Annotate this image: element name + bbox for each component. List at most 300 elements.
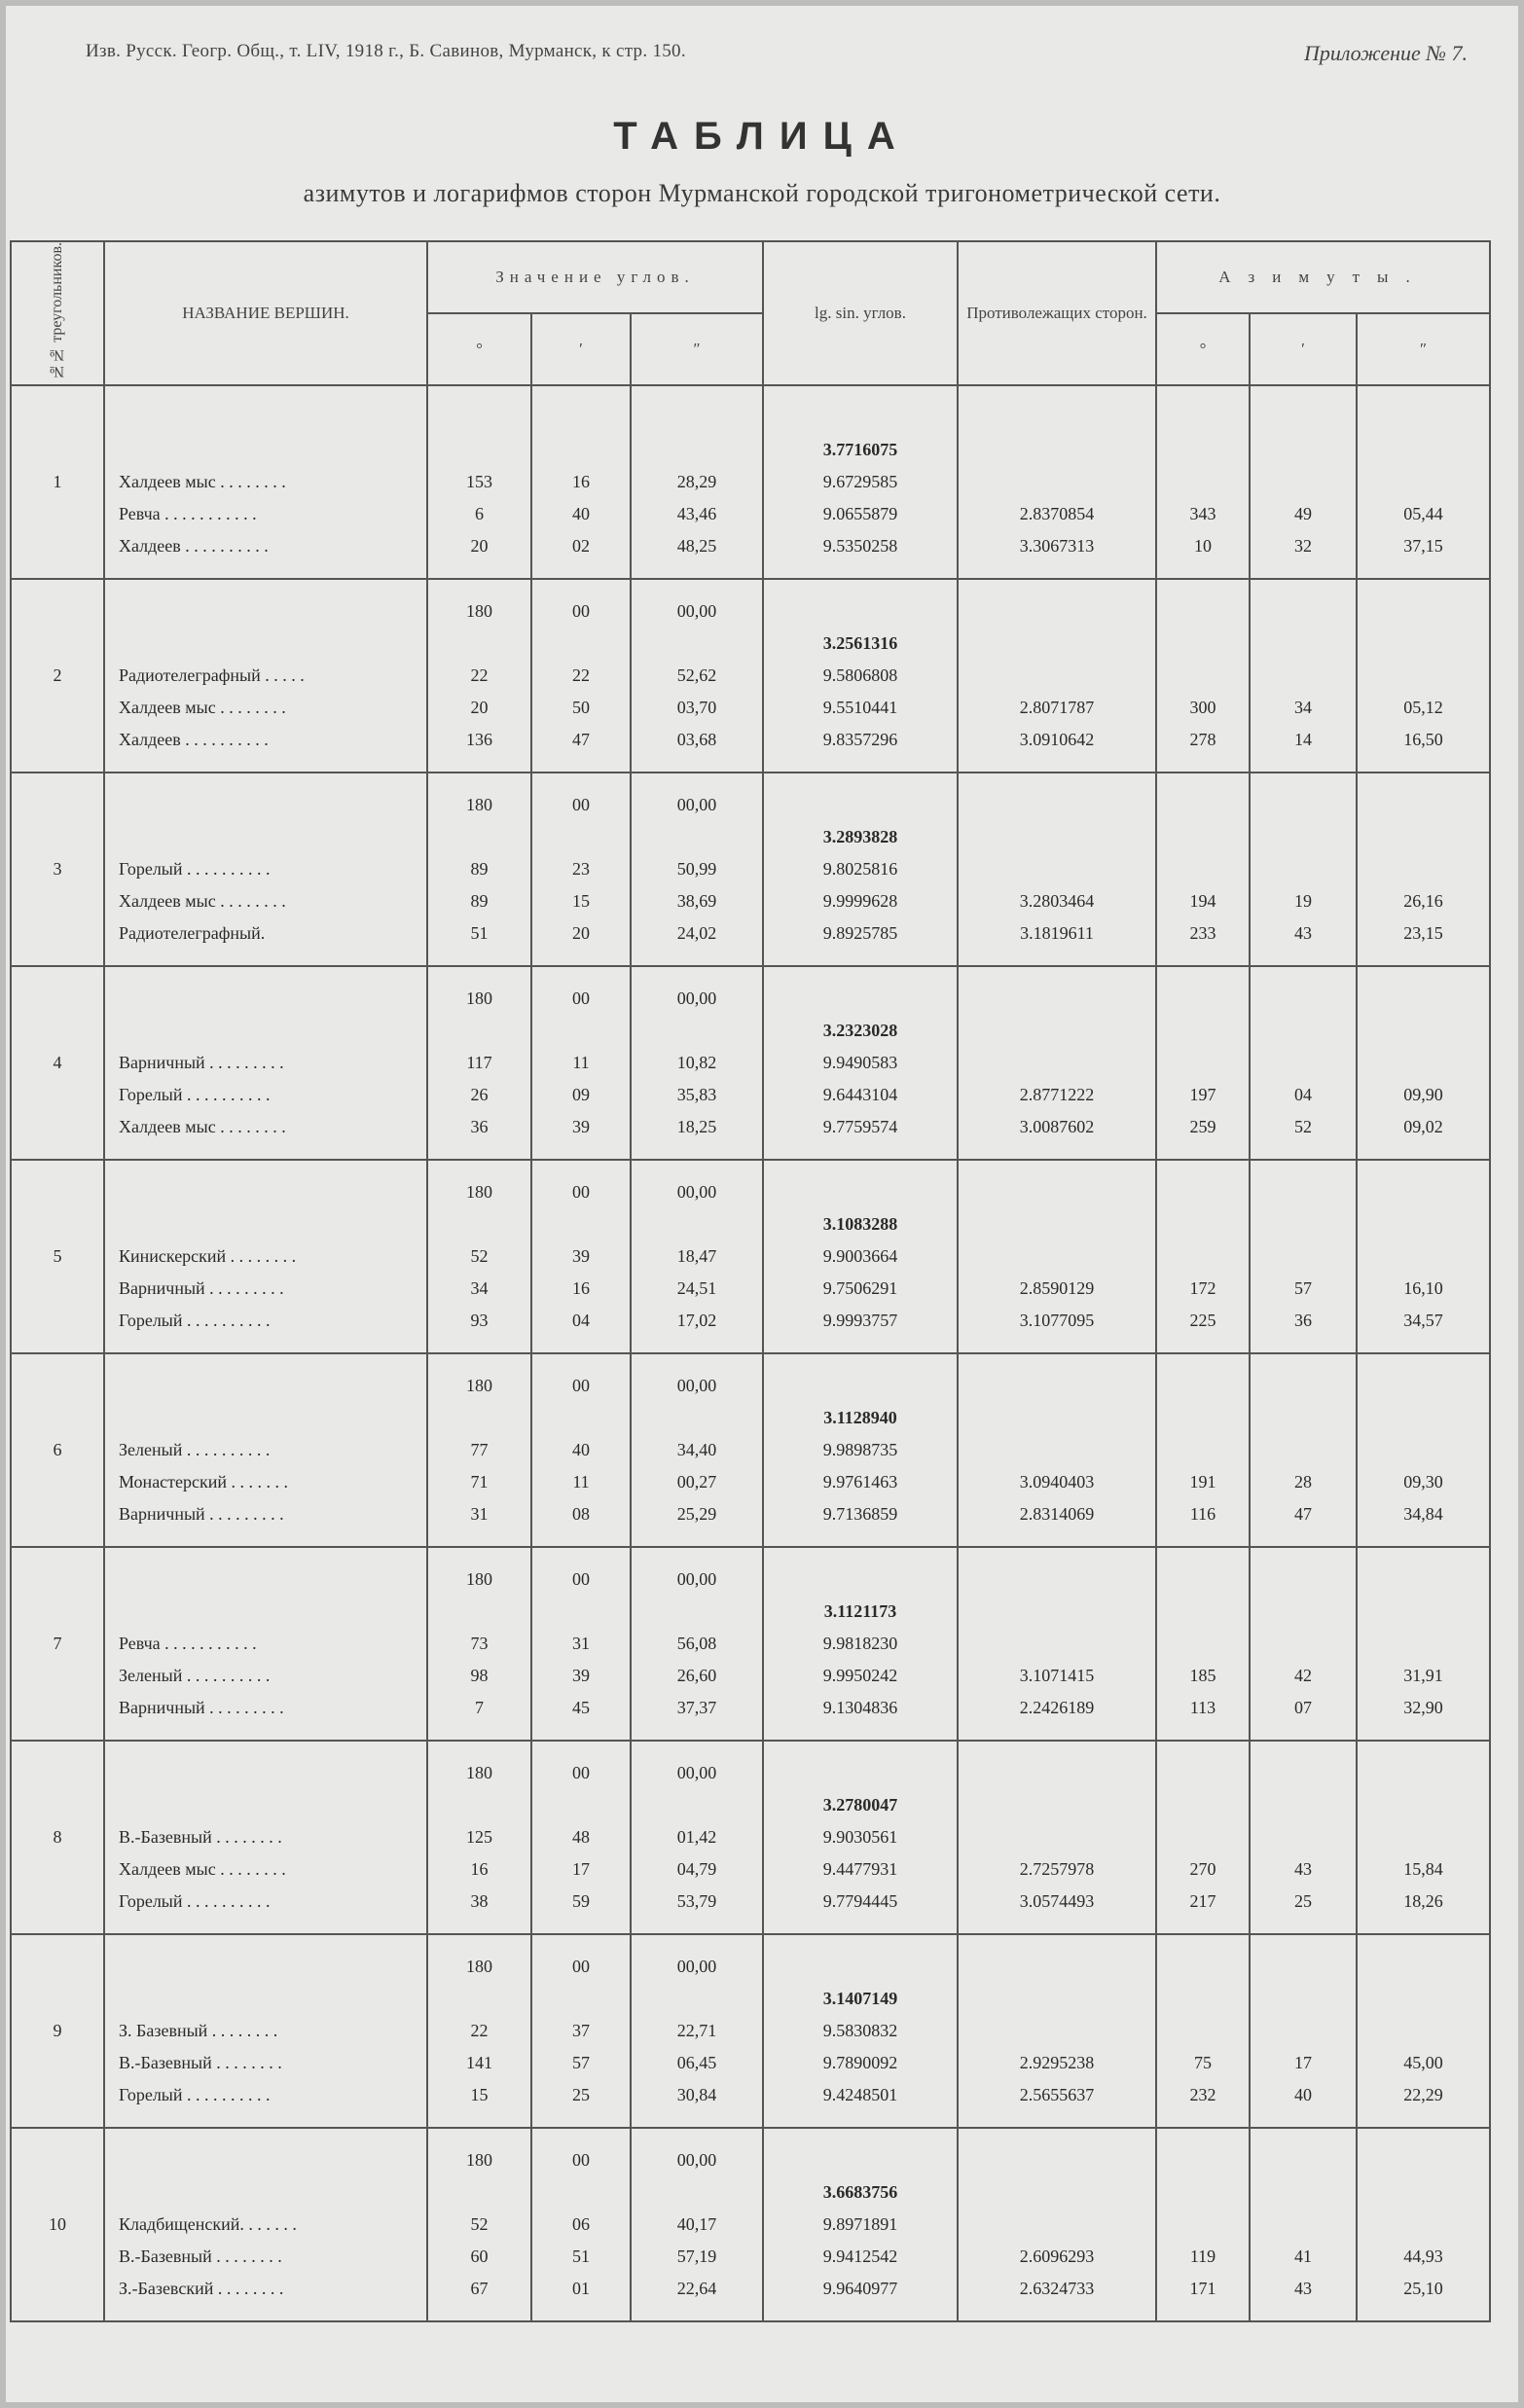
angle-value-min: 48 (572, 1826, 590, 1847)
lgsin-value: 9.9003664 (822, 1245, 898, 1266)
angle-value-min: 23 (572, 858, 590, 879)
angle-deg (427, 579, 531, 773)
spacer-line (1251, 628, 1356, 660)
spacer-line (119, 1983, 426, 2015)
angle-value-deg: 6 (475, 503, 484, 523)
angle-value-sec: 18,47 (676, 1245, 717, 1266)
col-header-az-min: ′ (1250, 313, 1357, 385)
angle-sum-sec: 00,00 (676, 988, 717, 1008)
angle-sum-deg: 180 (466, 600, 492, 621)
vertex-names (104, 2128, 427, 2321)
azimuth-min (1250, 773, 1357, 966)
azimuth-deg (1156, 2128, 1250, 2321)
opposite-sides (958, 1160, 1156, 1353)
spacer-line (632, 821, 762, 853)
lgsin-base: 3.1083288 (822, 1213, 898, 1234)
azimuth-value-deg (1157, 1434, 1249, 1466)
spacer-line (764, 789, 957, 821)
vertex-name: Халдеев мыс . . . . . . . . (119, 471, 286, 491)
lgsin-values (763, 579, 958, 773)
spacer-line (532, 1208, 630, 1240)
spacer-line (764, 595, 957, 628)
spacer-line (119, 1757, 426, 1789)
azimuth-value-deg: 116 (1189, 1503, 1216, 1524)
azimuth-value-deg: 113 (1189, 1697, 1216, 1717)
angle-value-min: 47 (572, 729, 590, 749)
spacer-line (959, 1176, 1155, 1208)
spacer-line (1358, 1757, 1489, 1789)
spacer-line (1157, 1370, 1249, 1402)
col-header-angle-min: ′ (531, 313, 631, 385)
lgsin-value: 9.1304836 (822, 1697, 898, 1717)
azimuth-value-deg (1157, 1240, 1249, 1273)
spacer-line (428, 434, 530, 466)
opposite-side-log: 2.9295238 (1019, 2052, 1095, 2072)
angle-sum-deg: 180 (466, 1956, 492, 1976)
spacer-line (959, 1208, 1155, 1240)
triangle-row (11, 2128, 1490, 2321)
angle-sum-deg: 180 (466, 1762, 492, 1782)
azimuth-value-sec: 34,57 (1403, 1310, 1443, 1330)
lgsin-value: 9.9761463 (822, 1471, 898, 1492)
spacer-line (764, 2144, 957, 2176)
spacer-line (1358, 1370, 1489, 1402)
spacer-line (119, 1402, 426, 1434)
spacer-line (1358, 434, 1489, 466)
spacer-line (1358, 1015, 1489, 1047)
azimuth-value-sec: 37,15 (1403, 535, 1443, 556)
vertex-name: З.-Базевский . . . . . . . . (119, 2278, 284, 2298)
spacer-line (532, 1015, 630, 1047)
spacer-line (1251, 1015, 1356, 1047)
spacer-line (1157, 1951, 1249, 1983)
vertex-name: Халдеев мыс . . . . . . . . (119, 1858, 286, 1879)
spacer-line (1251, 1983, 1356, 2015)
azimuth-value-sec: 45,00 (1403, 2052, 1443, 2072)
spacer-line (1157, 821, 1249, 853)
triangle-number: 2 (11, 579, 104, 773)
angle-value-deg: 7 (475, 1697, 484, 1717)
azimuth-value-sec (1358, 853, 1489, 885)
angle-sum-min: 00 (572, 2149, 590, 2170)
vertex-name: Зеленый . . . . . . . . . . (119, 1439, 271, 1459)
azimuth-sec (1357, 1160, 1490, 1353)
spacer-line (1251, 1951, 1356, 1983)
spacer-line (1157, 1015, 1249, 1047)
azimuth-value-min: 25 (1294, 1890, 1312, 1911)
spacer-line (119, 1789, 426, 1821)
opposite-side-log: 3.1071415 (1019, 1665, 1095, 1685)
lgsin-values (763, 773, 958, 966)
angle-value-min: 59 (572, 1890, 590, 1911)
opposite-side-log: 2.6096293 (1019, 2246, 1095, 2266)
angle-value-min: 39 (572, 1665, 590, 1685)
spacer-line (959, 1789, 1155, 1821)
azimuth-value-sec (1358, 2209, 1489, 2241)
azimuth-deg (1156, 385, 1250, 579)
spacer-line (1157, 1596, 1249, 1628)
azimuth-sec (1357, 1547, 1490, 1741)
angle-value-deg: 125 (466, 1826, 492, 1847)
angle-sum-sec: 00,00 (676, 600, 717, 621)
opposite-side-log: 3.1819611 (1020, 922, 1094, 943)
angle-sec (631, 1353, 763, 1547)
azimuth-value-min: 34 (1294, 697, 1312, 717)
angle-sec (631, 1160, 763, 1353)
azimuth-min (1250, 1934, 1357, 2128)
opposite-side-log: 3.0910642 (1019, 729, 1095, 749)
opposite-side-log (959, 1434, 1155, 1466)
azimuth-value-min: 57 (1294, 1277, 1312, 1298)
angle-value-deg: 98 (470, 1665, 489, 1685)
spacer-line (119, 402, 426, 434)
azimuth-value-deg: 194 (1189, 890, 1216, 911)
azimuth-sec (1357, 385, 1490, 579)
angle-value-min: 40 (572, 1439, 590, 1459)
lgsin-value: 9.5830832 (822, 2020, 898, 2040)
spacer-line (1157, 1757, 1249, 1789)
lgsin-base: 3.2561316 (822, 632, 898, 653)
azimuth-value-deg: 10 (1194, 535, 1212, 556)
vertex-name: В.-Базевный . . . . . . . . (119, 2052, 282, 2072)
angle-sec (631, 966, 763, 1160)
spacer-line (1157, 1176, 1249, 1208)
spacer-line (119, 1015, 426, 1047)
lgsin-value: 9.7794445 (822, 1890, 898, 1911)
spacer-line (959, 1983, 1155, 2015)
page-subtitle: азимутов и логарифмов сторон Мурманской городской тригонометрической сети. (303, 179, 1221, 207)
opposite-side-log: 2.6324733 (1019, 2278, 1095, 2298)
azimuth-value-min (1251, 2209, 1356, 2241)
vertex-names (104, 1353, 427, 1547)
angle-value-sec: 00,27 (676, 1471, 717, 1492)
azimuth-value-sec: 44,93 (1403, 2246, 1443, 2266)
lgsin-base: 3.1128940 (823, 1407, 897, 1427)
angle-min (531, 1934, 631, 2128)
azimuth-value-min: 07 (1294, 1697, 1312, 1717)
angle-value-sec: 03,68 (676, 729, 717, 749)
col-header-angle-sec: ″ (631, 313, 763, 385)
spacer-line (1251, 402, 1356, 434)
vertex-name: Варничный . . . . . . . . . (119, 1503, 284, 1524)
spacer-line (764, 1370, 957, 1402)
azimuth-value-deg: 232 (1189, 2084, 1216, 2104)
spacer-line (959, 628, 1155, 660)
vertex-name: Горелый . . . . . . . . . . (119, 1084, 271, 1104)
triangle-number: 7 (11, 1547, 104, 1741)
azimuth-value-sec: 05,44 (1403, 503, 1443, 523)
lgsin-value: 9.6443104 (822, 1084, 898, 1104)
azimuth-value-sec: 34,84 (1403, 1503, 1443, 1524)
spacer-line (1251, 1370, 1356, 1402)
angle-value-deg: 34 (470, 1277, 489, 1298)
lgsin-value: 9.7890092 (822, 2052, 898, 2072)
azimuth-min (1250, 1160, 1357, 1353)
azimuth-deg (1156, 1547, 1250, 1741)
azimuth-value-deg: 75 (1194, 2052, 1212, 2072)
spacer-line (532, 1596, 630, 1628)
spacer-line (1358, 1176, 1489, 1208)
angle-sum-sec: 00,00 (676, 1956, 717, 1976)
spacer-line (632, 1015, 762, 1047)
lgsin-value: 9.9818230 (822, 1633, 898, 1653)
angle-value-min: 20 (572, 922, 590, 943)
angle-value-min: 01 (572, 2278, 590, 2298)
triangle-number: 8 (11, 1741, 104, 1934)
triangle-row (11, 1741, 1490, 1934)
spacer-line (959, 1563, 1155, 1596)
lgsin-base: 3.6683756 (822, 2181, 898, 2202)
spacer-line (632, 1208, 762, 1240)
spacer-line (764, 1176, 957, 1208)
spacer-line (959, 402, 1155, 434)
angle-value-min: 25 (572, 2084, 590, 2104)
azimuth-value-min (1251, 1047, 1356, 1079)
lgsin-base: 3.2780047 (822, 1794, 898, 1815)
angle-value-min: 16 (572, 471, 590, 491)
vertex-name: Халдеев . . . . . . . . . . (119, 535, 269, 556)
vertex-name: Зеленый . . . . . . . . . . (119, 1665, 271, 1685)
opposite-side-log: 3.0940403 (1019, 1471, 1095, 1492)
angle-sum-sec: 00,00 (676, 1375, 717, 1395)
lgsin-value: 9.9640977 (822, 2278, 898, 2298)
azimuth-value-deg: 191 (1189, 1471, 1216, 1492)
triangle-number: 9 (11, 1934, 104, 2128)
azimuth-min (1250, 1741, 1357, 1934)
angle-value-sec: 48,25 (676, 535, 717, 556)
angle-min (531, 385, 631, 579)
angle-value-deg: 20 (470, 535, 489, 556)
angle-sum-deg: 180 (466, 1181, 492, 1202)
lgsin-value: 9.8357296 (822, 729, 898, 749)
spacer-line (428, 1208, 530, 1240)
spacer-line (532, 1983, 630, 2015)
vertex-name: Варничный . . . . . . . . . (119, 1052, 284, 1072)
vertex-names (104, 1741, 427, 1934)
angle-deg (427, 1741, 531, 1934)
angle-value-min: 45 (572, 1697, 590, 1717)
spacer-line (764, 1951, 957, 1983)
lgsin-values (763, 1353, 958, 1547)
lgsin-value: 9.7136859 (822, 1503, 898, 1524)
angle-deg (427, 966, 531, 1160)
angle-min (531, 773, 631, 966)
spacer-line (959, 1951, 1155, 1983)
angle-value-sec: 26,60 (676, 1665, 717, 1685)
vertex-name: В.-Базевный . . . . . . . . (119, 1826, 282, 1847)
opposite-side-log: 3.0574493 (1019, 1890, 1095, 1911)
vertex-name: В.-Базевный . . . . . . . . (119, 2246, 282, 2266)
triangle-row (11, 1160, 1490, 1353)
angle-value-sec: 28,29 (676, 471, 717, 491)
lgsin-value: 9.8025816 (822, 858, 898, 879)
vertex-name: Халдеев мыс . . . . . . . . (119, 697, 286, 717)
opposite-side-log: 2.5655637 (1019, 2084, 1095, 2104)
spacer-line (428, 1789, 530, 1821)
azimuth-value-sec: 18,26 (1403, 1890, 1443, 1911)
col-header-opposite: Противолежащих сторон. (958, 241, 1156, 385)
spacer-line (764, 1757, 957, 1789)
azimuth-value-sec (1358, 1434, 1489, 1466)
angle-value-min: 11 (572, 1052, 590, 1072)
azimuth-value-sec: 15,84 (1403, 1858, 1443, 1879)
spacer-line (119, 1208, 426, 1240)
angle-value-deg: 16 (470, 1858, 489, 1879)
angle-value-sec: 18,25 (676, 1116, 717, 1136)
angle-value-deg: 153 (466, 471, 492, 491)
angle-sum-deg: 180 (466, 794, 492, 814)
angle-sum-sec: 00,00 (676, 2149, 717, 2170)
azimuth-value-deg (1157, 1821, 1249, 1853)
angle-value-min: 31 (572, 1633, 590, 1653)
vertex-names (104, 1547, 427, 1741)
spacer-line (119, 983, 426, 1015)
azimuth-min (1250, 2128, 1357, 2321)
opposite-side-log (959, 1047, 1155, 1079)
angle-sum-min: 00 (572, 794, 590, 814)
azimuth-sec (1357, 579, 1490, 773)
angle-value-min: 37 (572, 2020, 590, 2040)
spacer-line (959, 789, 1155, 821)
lgsin-value: 9.6729585 (822, 471, 898, 491)
spacer-line (1358, 1789, 1489, 1821)
angle-sum-deg: 180 (466, 1375, 492, 1395)
azimuth-value-sec (1358, 466, 1489, 498)
azimuth-sec (1357, 773, 1490, 966)
angle-value-deg: 73 (470, 1633, 489, 1653)
angle-value-min: 39 (572, 1116, 590, 1136)
spacer-line (119, 628, 426, 660)
azimuth-min (1250, 579, 1357, 773)
angle-value-deg: 60 (470, 2246, 489, 2266)
azimuth-min (1250, 1547, 1357, 1741)
azimuth-min (1250, 385, 1357, 579)
lgsin-value: 9.9412542 (822, 2246, 898, 2266)
spacer-line (532, 821, 630, 853)
spacer-line (119, 1951, 426, 1983)
angle-value-min: 09 (572, 1084, 590, 1104)
angle-value-min: 57 (572, 2052, 590, 2072)
opposite-sides (958, 1353, 1156, 1547)
spacer-line (1358, 1983, 1489, 2015)
spacer-line (119, 595, 426, 628)
angle-deg (427, 2128, 531, 2321)
opposite-sides (958, 773, 1156, 966)
angle-sec (631, 2128, 763, 2321)
spacer-line (428, 1983, 530, 2015)
azimuth-value-deg (1157, 2015, 1249, 2047)
angle-sum-min: 00 (572, 988, 590, 1008)
lgsin-value: 9.9030561 (822, 1826, 898, 1847)
spacer-line (119, 821, 426, 853)
vertex-name: Халдеев мыс . . . . . . . . (119, 1116, 286, 1136)
angle-sum-min: 00 (572, 1375, 590, 1395)
opposite-sides (958, 1741, 1156, 1934)
spacer-line (1358, 595, 1489, 628)
angle-sec (631, 579, 763, 773)
angle-deg (427, 1353, 531, 1547)
opposite-side-log (959, 466, 1155, 498)
spacer-line (119, 1176, 426, 1208)
vertex-name: Халдеев . . . . . . . . . . (119, 729, 269, 749)
vertex-names (104, 966, 427, 1160)
angle-value-deg: 136 (466, 729, 492, 749)
spacer-line (1157, 789, 1249, 821)
table-body (11, 385, 1490, 2321)
appendix-label: Приложение № 7. (1303, 41, 1468, 65)
azimuth-value-min: 14 (1294, 729, 1312, 749)
triangle-row (11, 385, 1490, 579)
spacer-line (1157, 402, 1249, 434)
lgsin-values (763, 2128, 958, 2321)
col-header-lgsin: lg. sin. углов. (763, 241, 958, 385)
angle-value-sec: 04,79 (676, 1858, 717, 1879)
angle-value-deg: 52 (470, 1245, 489, 1266)
vertex-names (104, 1160, 427, 1353)
azimuth-value-deg: 217 (1189, 1890, 1216, 1911)
azimuth-value-min: 41 (1294, 2246, 1312, 2266)
angle-value-sec: 40,17 (676, 2213, 717, 2234)
vertex-name: Радиотелеграфный. (119, 922, 266, 943)
angle-value-sec: 22,71 (676, 2020, 717, 2040)
lgsin-base: 3.1407149 (822, 1988, 898, 2008)
angle-sec (631, 773, 763, 966)
vertex-names (104, 385, 427, 579)
azimuth-value-sec: 16,10 (1403, 1277, 1443, 1298)
triangle-number: 1 (11, 385, 104, 579)
azimuth-value-deg (1157, 660, 1249, 692)
angle-value-sec: 03,70 (676, 697, 717, 717)
azimuth-value-deg: 172 (1189, 1277, 1216, 1298)
opposite-sides (958, 966, 1156, 1160)
azimuth-value-sec: 31,91 (1403, 1665, 1443, 1685)
spacer-line (119, 2144, 426, 2176)
angle-value-sec: 43,46 (676, 503, 717, 523)
spacer-line (119, 2176, 426, 2209)
azimuth-value-min: 17 (1294, 2052, 1312, 2072)
angle-value-min: 06 (572, 2213, 590, 2234)
azimuth-value-deg (1157, 853, 1249, 885)
angle-value-min: 11 (572, 1471, 590, 1492)
azimuth-value-deg: 233 (1189, 922, 1216, 943)
angle-value-deg: 38 (470, 1890, 489, 1911)
vertex-names (104, 579, 427, 773)
angle-deg (427, 1547, 531, 1741)
spacer-line (1157, 1789, 1249, 1821)
angle-value-deg: 89 (470, 858, 489, 879)
spacer-line (1358, 2176, 1489, 2209)
lgsin-value: 9.9999628 (822, 890, 898, 911)
angle-sum-min: 00 (572, 600, 590, 621)
triangle-row (11, 966, 1490, 1160)
angle-value-min: 04 (572, 1310, 590, 1330)
angle-value-sec: 37,37 (676, 1697, 717, 1717)
lgsin-value: 9.9490583 (822, 1052, 898, 1072)
azimuth-value-sec: 23,15 (1403, 922, 1443, 943)
azimuth-deg (1156, 1741, 1250, 1934)
col-header-az-sec: ″ (1357, 313, 1490, 385)
triangle-number: 10 (11, 2128, 104, 2321)
angle-value-deg: 15 (470, 2084, 489, 2104)
lgsin-value: 9.7759574 (822, 1116, 898, 1136)
opposite-sides (958, 1934, 1156, 2128)
spacer-line (428, 1596, 530, 1628)
spacer-line (1157, 1208, 1249, 1240)
lgsin-value: 9.5350258 (822, 535, 898, 556)
angle-sec (631, 385, 763, 579)
azimuth-value-sec (1358, 1821, 1489, 1853)
spacer-line (959, 434, 1155, 466)
